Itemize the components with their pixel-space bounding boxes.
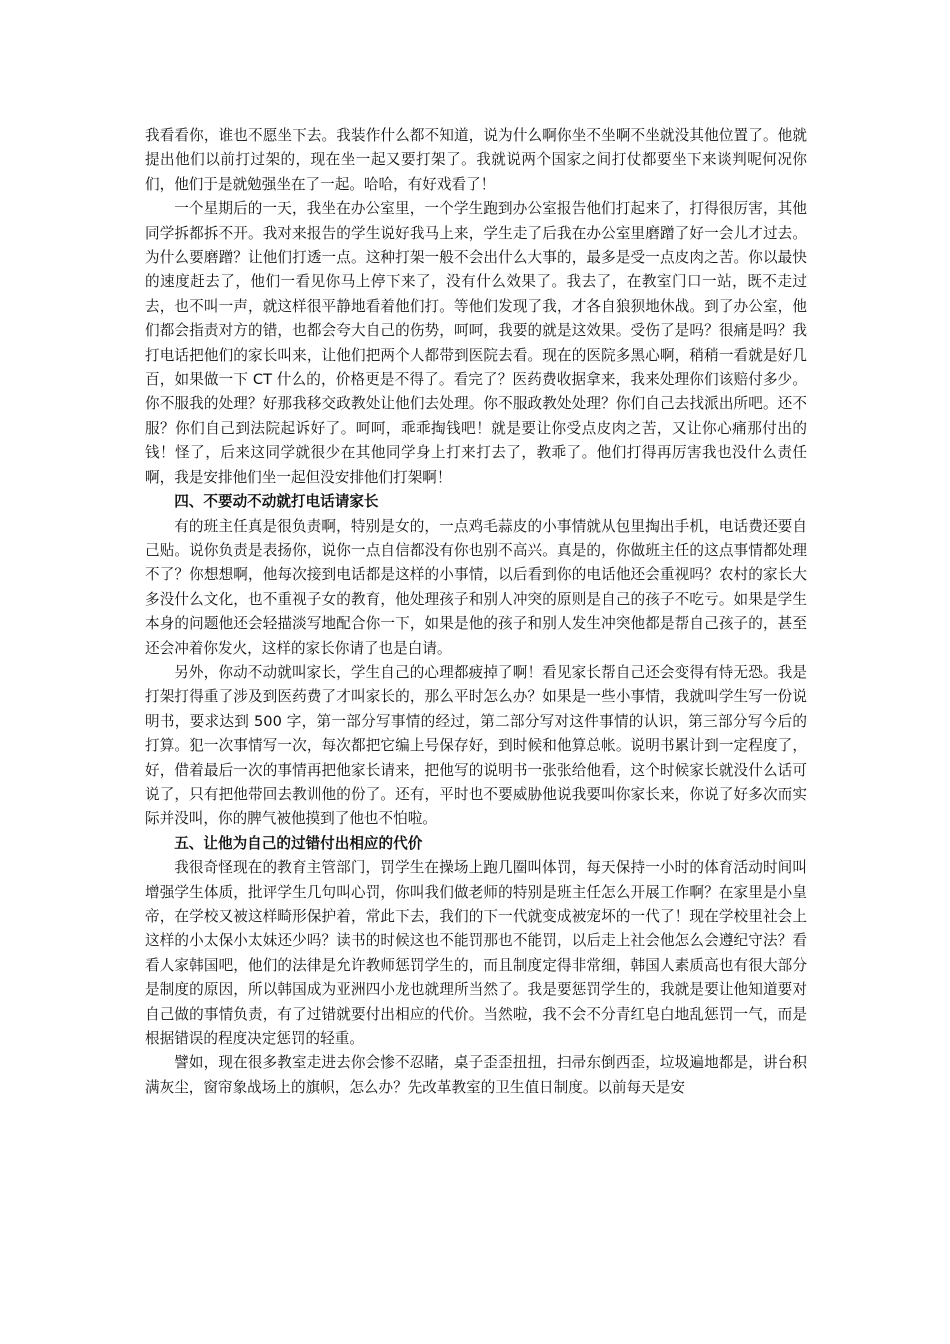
section-heading: 五、让他为自己的过错付出相应的代价: [174, 834, 423, 852]
body-paragraph: 我看看你，谁也不愿坐下去。我装作什么都不知道，说为什么啊你坐不坐啊不坐就没其他位置了。他就提出他们以前打过架的，现在坐一起又要打架了。我就说两个国家之间打仗都要坐下来谈判呢何况你们，他们于是就勉强坐在了一起。哈哈，有好戏看了！: [145, 127, 807, 193]
section-heading: 四、不要动不动就打电话请家长: [174, 493, 379, 511]
body-paragraph: 我很奇怪现在的教育主管部门，罚学生在操场上跑几圈叫体罚，每天保持一小时的体育活动时间叫增强学生体质，批评学生几句叫心罚，你叫我们做老师的特别是班主任怎么开展工作啊？在家里是小皇帝，在学校又被这样畸形保护着，常此下去，我们的下一代就变成被宠坏的一代了！现在学校里社会上这样的小太保小太妹还少吗？读书的时候这也不能罚那也不能罚，以后走上社会他怎么会遵纪守法？看看人家韩国吧，他们的法律是允许教师惩罚学生的，而且制度定得非常细，韩国人素质高也有很大部分是制度的原因，所以韩国成为亚洲四小龙也就理所当然了。我是要惩罚学生的，我就是要让他知道要对自己做的事情负责，有了过错就要付出相应的代价。当然啦，我不会不分青红皂白地乱惩罚一气，而是根据错误的程度决定惩罚的轻重。: [145, 859, 807, 1048]
body-paragraph: 譬如，现在很多教室走进去你会惨不忍睹，桌子歪歪扭扭，扫帚东倒西歪，垃圾遍地都是，讲台积满灰尘，窗帘象战场上的旗帜，怎么办？先改革教室的卫生值日制度。以前每天是安: [145, 1054, 807, 1096]
document-page: [145, 124, 807, 1100]
body-paragraph: 另外，你动不动就叫家长，学生自己的心理都疲掉了啊！看见家长帮自己还会变得有恃无恐。我是打架打得重了涉及到医药费了才叫家长的，那么平时怎么办？如果是一些小事情，我就叫学生写一份说明书，要求达到 500 字，第一部分写事情的经过，第二部分写对这件事情的认识，第三部分写今后的打算。犯一次事情写一次，每次都把它编上号保存好，到时候和他算总帐。说明书累计到一定程度了，好，借着最后一次的事情再把他家长请来，把他写的说明书一张张给他看，这个时候家长就没什么话可说了，只有把他带回去教训他的份了。还有，平时也不要威胁他说我要叫你家长来，你说了好多次而实际并没叫，你的脾气被他摸到了他也不怕啦。: [145, 663, 807, 828]
body-paragraph: 有的班主任真是很负责啊，特别是女的，一点鸡毛蒜皮的小事情就从包里掏出手机，电话费还要自己贴。说你负责是表扬你，说你一点自信都没有你也别不高兴。真是的，你做班主任的这点事情都处理不了？你想想啊，他每次接到电话都是这样的小事情，以后看到你的电话他还会重视吗？农村的家长大多没什么文化，也不重视子女的教育，他处理孩子和别人冲突的原则是自己的孩子不吃亏。如果是学生本身的问题他还会轻描淡写地配合你一下，如果是他的孩子和别人发生冲突他都是帮自己孩子的，甚至还会冲着你发火，这样的家长你请了也是白请。: [145, 517, 807, 657]
body-paragraph: 一个星期后的一天，我坐在办公室里，一个学生跑到办公室报告他们打起来了，打得很厉害，其他同学拆都拆不开。我对来报告的学生说好我马上来，学生走了后我在办公室里磨蹭了好一会儿才过去。为什么要磨蹭？让他们打透一点。这种打架一般不会出什么大事的，最多是受一点皮肉之苦。你以最快的速度赶去了，他们一看见你马上停下来了，没有什么效果了。我去了，在教室门口一站，既不走过去，也不叫一声，就这样很平静地看着他们打。等他们发现了我，才各自狼狈地休战。到了办公室，他们都会指责对方的错，也都会夸大自己的伤势，呵呵，我要的就是这效果。受伤了是吗？很痛是吗？我打电话把他们的家长叫来，让他们把两个人都带到医院去看。现在的医院多黑心啊，稍稍一看就是好几百，如果做一下 CT 什么的，价格更是不得了。看完了？医药费收据拿来，我来处理你们该赔付多少。你不服我的处理？好那我移交政教处让他们去处理。你不服政教处处理？你们自己去找派出所吧。还不服？你们自己到法院起诉好了。呵呵，乖乖掏钱吧！就是要让你受点皮肉之苦，又让你心痛那付出的钱！怪了，后来这同学就很少在其他同学身上打来打去了，教乖了。他们打得再厉害我也没什么责任啊，我是安排他们坐一起但没安排他们打架啊！: [145, 200, 807, 486]
